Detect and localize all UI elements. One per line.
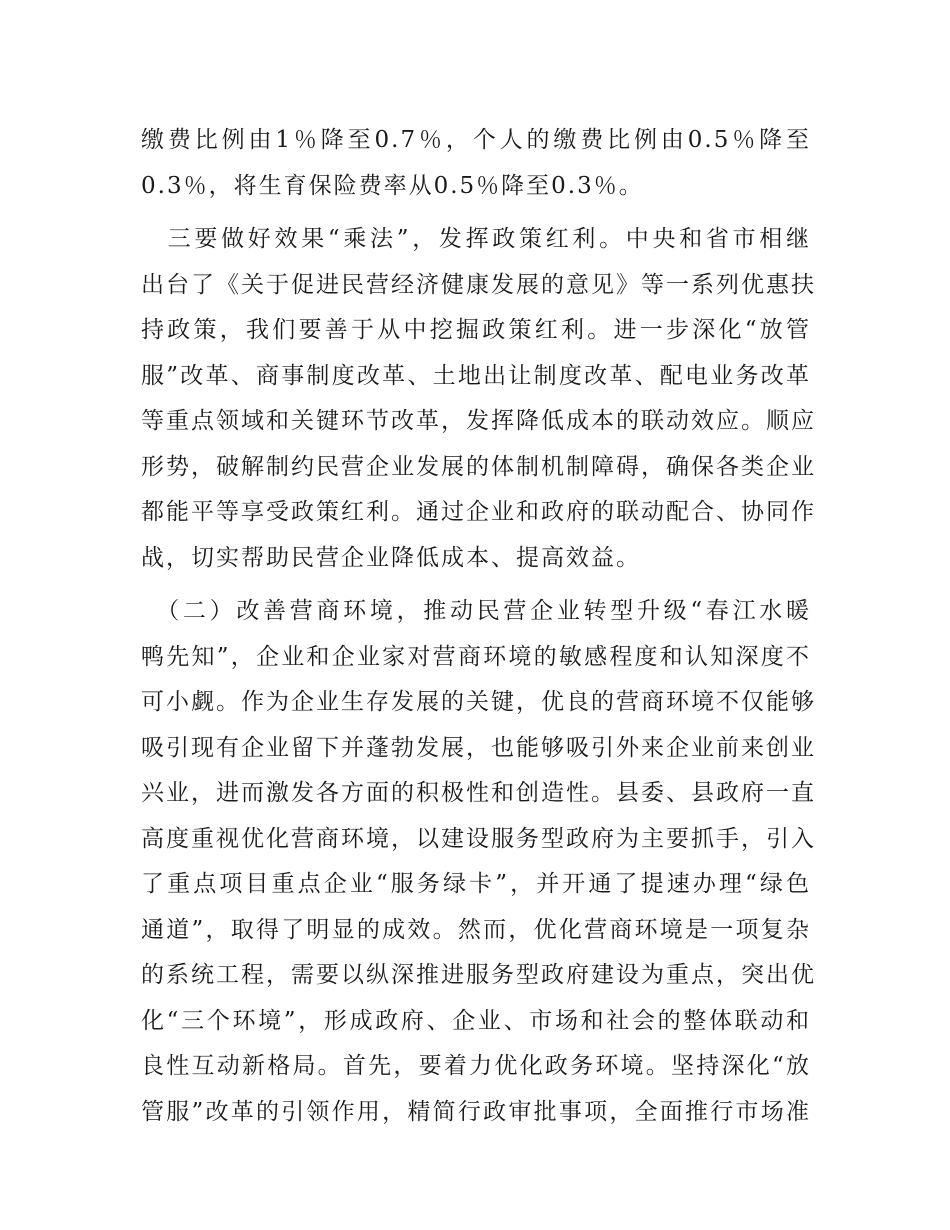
text-line: 都能平等享受政策红利。通过企业和政府的联动配合、协同作 [141,499,816,525]
text-line: 形势，破解制约民营企业发展的体制机制障碍，确保各类企业 [141,453,816,480]
document-body [141,118,816,1135]
text-line: 三要做好效果“乘法”，发挥政策红利。中央和省市相继 [141,226,811,252]
text-line: 化“三个环境”，形成政府、企业、市场和社会的整体联动和 [141,1007,811,1034]
text-line: 可小觑。作为企业生存发展的关键，优良的营商环境不仅能够 [141,689,816,715]
text-line: 通道”，取得了明显的成效。然而，优化营商环境是一项复杂 [141,916,811,943]
paragraph-3 [141,589,816,1135]
text-line: 了重点项目重点企业“服务绿卡”，并开通了提速办理“绿色 [141,871,811,897]
text-line: 良性互动新格局。首先，要着力优化政务环境。坚持深化“放 [141,1053,811,1079]
text-line: 高度重视优化营商环境，以建设服务型政府为主要抓手，引入 [141,825,816,852]
text-line: 服”改革、商事制度改革、土地出让制度改革、配电业务改革 [141,362,811,389]
text-line: 兴业，进而激发各方面的积极性和创造性。县委、县政府一直 [141,780,816,806]
text-line: 战，切实帮助民营企业降低成本、提高效益。 [141,544,641,571]
text-line: 出台了《关于促进民营经济健康发展的意见》等一系列优惠扶 [141,271,816,298]
text-line: 吸引现有企业留下并蓬勃发展，也能够吸引外来企业前来创业 [141,734,816,761]
text-line: 鸭先知”，企业和企业家对营商环境的敏感程度和认知深度不 [141,643,811,670]
text-line: 缴费比例由1％降至0.7％，个人的缴费比例由0.5％降至 [141,127,811,153]
text-line: （二）改善营商环境，推动民营企业转型升级“春江水暖 [141,598,811,624]
text-line: 0.3％，将生育保险费率从0.5％降至0.3％。 [141,172,644,199]
text-line: 等重点领域和关键环节改革，发挥降低成本的联动效应。顺应 [141,408,816,434]
paragraph-1 [141,118,811,209]
text-line: 的系统工程，需要以纵深推进服务型政府建设为重点，突出优 [141,962,816,988]
text-line: 管服”改革的引领作用，精简行政审批事项，全面推行市场准 [141,1098,811,1125]
paragraph-2 [141,217,816,581]
text-line: 持政策，我们要善于从中挖掘政策红利。进一步深化“放管 [141,317,811,343]
